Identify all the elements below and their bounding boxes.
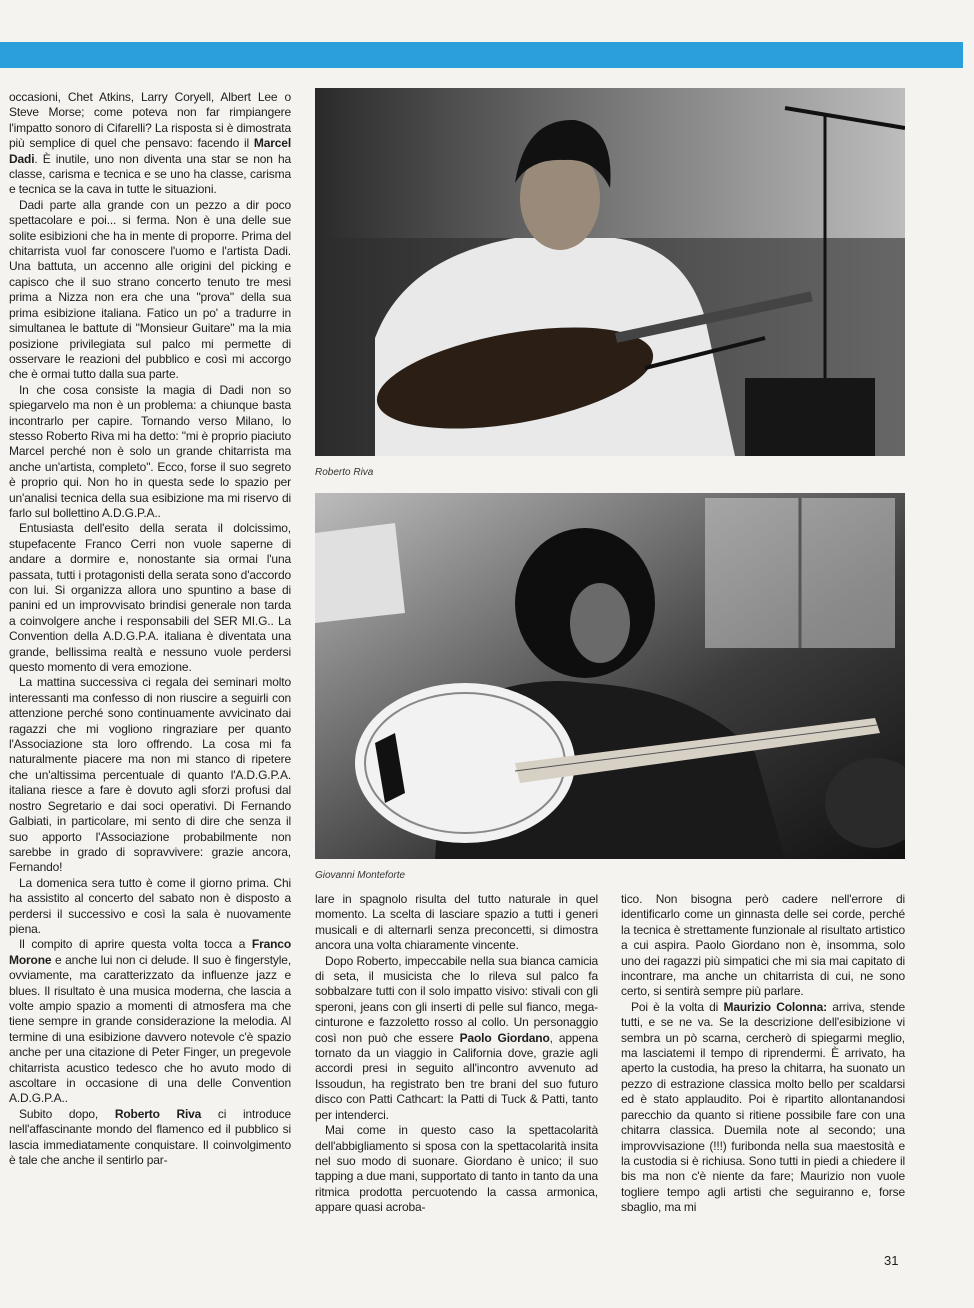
text-column-2 — [315, 892, 598, 1216]
paragraph: La mattina successiva ci regala dei seminari molto interessanti ma confesso di non riuscire a seguirli con attenzione perché sono continuamente avvicinato dai ragazzi che mi vogliono ringraziare per quanto l'Associazione sta loro offrendo. La cosa mi fa naturalmente piacere ma non mi stanco di ripetere che un'altissima percentuale di quanto l'A.D.G.P.A. italiana riesce a fare è dovuto agli sforzi profusi dal nostro Segretario e dai soci operativi. Di Fernando Galbiati, in particolare, mi sento di dire che senza il suo apporto l'Associazione probabilmente non sarebbe in grado di sopravvivere: grazie ancora, Fernando! — [9, 675, 291, 875]
name-highlight: Marcel Dadi — [9, 136, 291, 166]
name-highlight: Paolo Giordano — [459, 1030, 550, 1045]
name-highlight: Roberto Riva — [114, 1106, 202, 1121]
paragraph: tico. Non bisogna però cadere nell'errore di identificarlo come un ginnasta delle sei corde, perché la tecnica è strettamente funzionale al risultato artistico a cui aspira. Paolo Giordano non è, insomma, solo uno dei ragazzi più simpatici che mi sia mai capitato di incontrare, ma anche un chitarrista di cui, ne sono certo, si sentirà sempre più parlare. — [621, 892, 905, 999]
paragraph: Dopo Roberto, impeccabile nella sua bianca camicia di seta, il musicista che lo rileva sul palco fa sobbalzare tutti con il solo impatto visivo: stivali con gli speroni, jeans con gli inserti di pelle sul fianco, mega-cinturone e fazzoletto rosso al collo. Un personaggio così non può che essere Paolo Giordano, appena tornato da un viaggio in California dove, grazie agli accordi presi in seguito all'incontro avvenuto ad Issoudun, ha registrato ben tre brani del suo futuro disco con Patti Cathcart: la Patti di Tuck & Patti, tanto per intenderci. — [315, 953, 598, 1122]
paragraph: Poi è la volta di Maurizio Colonna: arriva, stende tutti, e se ne va. Se la descrizione dell'esibizione vi sembra un pò scarna, cercherò di spiegarmi meglio, ma lasciatemi il tempo di riprendermi. È arrivato, ha aperto la custodia, ha preso la chitarra, ha suonato un pezzo di estrazione classica molto bello per scaldarsi ed è stato applaudito. Poi è ripartito allontanandosi parecchio da quanto si ritiene possibile fare con una chitarra classica. Duemila note al secondo; una improvvisazione (!!!) furibonda nella sua maestosità e la custodia si è richiusa. Sono tutti in piedi a chiedere il bis ma non c'è niente da fare; Maurizio non vuole togliere tempo agli artisti che seguiranno e, forse sbaglio, ma mi — [621, 999, 906, 1215]
text-column-3 — [621, 892, 905, 1216]
paragraph: In che cosa consiste la magia di Dadi non so spiegarvelo ma non è un problema: a chiunque basta incontrarlo per capire. Tornando verso Milano, lo stesso Roberto Riva mi ha detto: "mi è proprio piaciuto Marcel perché non è solo un grande chitarrista ma anche un'artista, completo". Ecco, forse il suo segreto è proprio qui. Non ho in questa sede lo spazio per un'analisi tecnica della sua esibizione ma mi riservo di farlo sul bollettino A.D.G.P.A.. — [9, 382, 291, 520]
photo-caption: Roberto Riva — [315, 467, 374, 478]
name-highlight: Maurizio Colonna: — [723, 999, 828, 1014]
paragraph: Subito dopo, Roberto Riva ci introduce nell'affascinante mondo del flamenco ed il pubblico si lascia immediatamente conquistare. Il coinvolgimento è tale che anche il sentirlo par- — [9, 1106, 291, 1168]
text-column-1 — [9, 90, 291, 1168]
paragraph: Mai come in questo caso la spettacolarità dell'abbigliamento si sposa con la spettacolarità insita nel suo modo di suonare. Giordano è unico; il suo tapping a due mani, supportato di tanto in tanto da una ritmica prodotta percuotendo la cassa armonica, appare quasi acroba- — [315, 1123, 598, 1215]
name-highlight: Franco Morone — [9, 937, 291, 967]
photo-giovanni-monteforte — [315, 493, 905, 859]
paragraph: occasioni, Chet Atkins, Larry Coryell, Albert Lee o Steve Morse; come poteva non far rimpiangere l'impatto sonoro di Cifarelli? La risposta si è dimostrata più semplice di quel che pensavo: facendo il Marcel Dadi. È inutile, uno non diventa una star se non ha classe, carisma e tecnica e se uno ha classe, carisma e tecnica se la cava in tutte le situazioni. — [9, 90, 291, 197]
paragraph: lare in spagnolo risulta del tutto naturale in quel momento. La scelta di lasciare spazio a tutti i generi musicali e di alternarli senza preconcetti, si dimostra ancora una volta chiaramente vincente. — [315, 892, 598, 953]
paragraph: Dadi parte alla grande con un pezzo a dir poco spettacolare e poi... si ferma. Non è una delle sue solite esibizioni che ha in mente di proporre. Prima del chitarrista vuol far conoscere l'uomo e l'artista Dadi. Una battuta, un accenno alle origini del picking e capisco che il suo strano concerto tenuto tre mesi prima a Nizza non era che una "prova" della sua prima esibizione italiana. Fatico un po' a tradurre in simultanea le battute di "Monsieur Guitare" ma la mia posizione privilegiata sul palco mi permette di osservare le reazioni del pubblico e così mi accorgo che è ormai tutto dalla sua parte. — [9, 197, 291, 382]
header-color-bar — [0, 42, 963, 68]
paragraph: Il compito di aprire questa volta tocca a Franco Morone e anche lui non ci delude. Il suo è fingerstyle, ovviamente, ma caratterizzato da influenze jazz e blues. Il risultato è una musica moderna, che lascia a volte ampio spazio a momenti di atmosfera ma che tiene sempre in grande considerazione la melodia. Al termine di una esibizione davvero notevole c'è spazio anche per una citazione di Peter Finger, un pregevole chitarrista acustico tedesco che ho avuto modo di ascoltare in occasione di una delle Convention A.D.G.P.A.. — [9, 937, 291, 1106]
photo-caption: Giovanni Monteforte — [315, 870, 406, 881]
page-number: 31 — [884, 1253, 899, 1268]
paragraph: Entusiasta dell'esito della serata il dolcissimo, stupefacente Franco Cerri non vuole saperne di andare a dormire e, nonostante sia ormai l'una passata, tutti i protagonisti della serata sono d'accordo con lui. Si organizza allora uno spuntino a base di panini ed un improvvisato brindisi generale non tarda a coinvolgere anche i responsabili del SER MI.G.. La Convention della A.D.G.P.A. italiana è diventata una grande, bellissima realtà e nessuno vuole perdersi questo momento di vera emozione. — [9, 521, 291, 675]
photo-roberto-riva — [315, 88, 905, 456]
paragraph: La domenica sera tutto è come il giorno prima. Chi ha assistito al concerto del sabato non è disposto a perdersi il successivo e così la sala è nuovamente piena. — [9, 875, 291, 936]
